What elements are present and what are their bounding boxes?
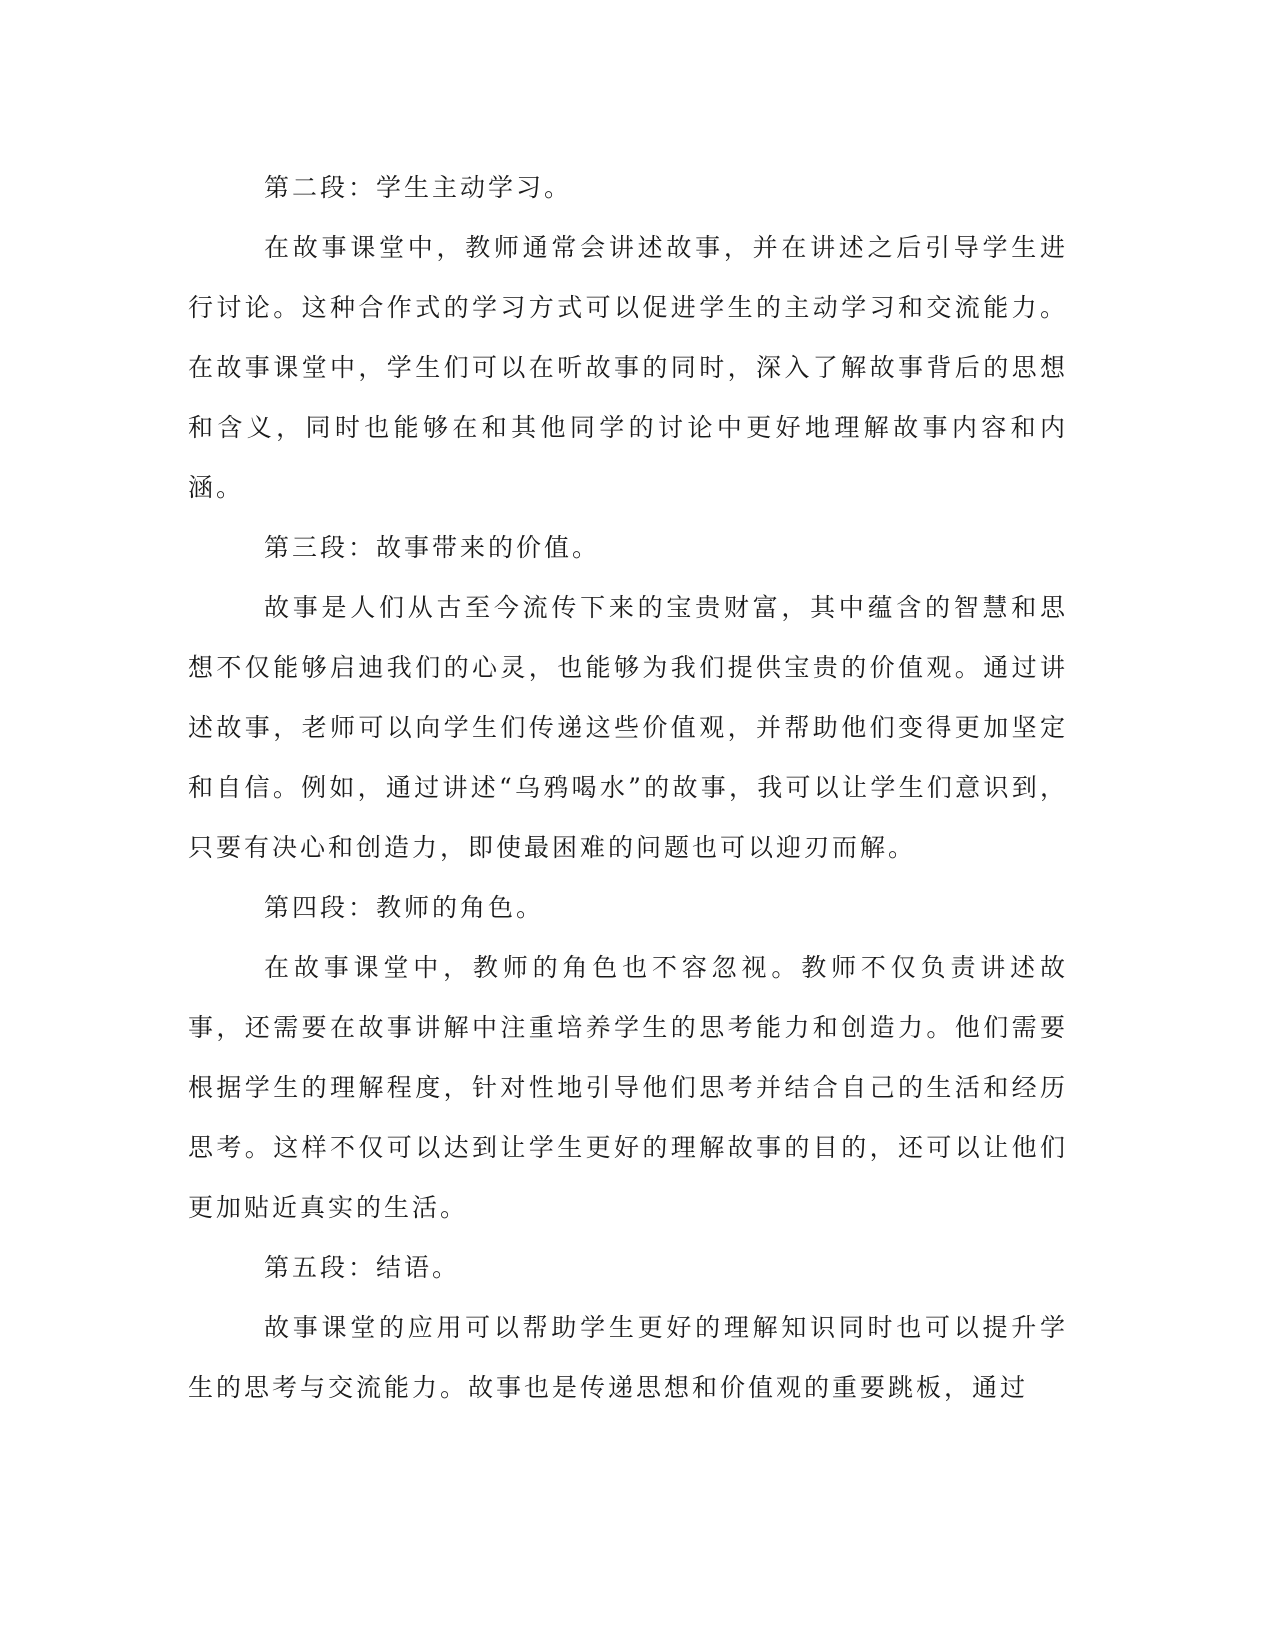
section-heading-4: 第四段：教师的角色。	[264, 893, 545, 922]
paragraph-4: 在故事课堂中，教师的角色也不容忽视。教师不仅负责讲述故事，还需要在故事讲解中注重培养学生的思考能力和创造力。他们需要根据学生的理解程度，针对性地引导他们思考并结合自己的生活和经历思考。这样不仅可以达到让学生更好的理解故事的目的，还可以让他们更加贴近真实的生活。	[188, 953, 1068, 1222]
section-heading-5: 第五段：结语。	[264, 1253, 461, 1282]
paragraph-3: 故事是人们从古至今流传下来的宝贵财富，其中蕴含的智慧和思想不仅能够启迪我们的心灵，也能够为我们提供宝贵的价值观。通过讲述故事，老师可以向学生们传递这些价值观，并帮助他们变得更加坚定和自信。例如，通过讲述“乌鸦喝水”的故事，我可以让学生们意识到，只要有决心和创造力，即使最困难的问题也可以迎刃而解。	[188, 593, 1068, 862]
paragraph-5: 故事课堂的应用可以帮助学生更好的理解知识同时也可以提升学生的思考与交流能力。故事也是传递思想和价值观的重要跳板，通过	[188, 1313, 1068, 1402]
paragraph-2: 在故事课堂中，教师通常会讲述故事，并在讲述之后引导学生进行讨论。这种合作式的学习方式可以促进学生的主动学习和交流能力。在故事课堂中，学生们可以在听故事的同时，深入了解故事背后的思想和含义，同时也能够在和其他同学的讨论中更好地理解故事内容和内涵。	[188, 233, 1068, 502]
section-heading-3: 第三段：故事带来的价值。	[264, 533, 601, 562]
document-body	[188, 158, 1068, 1418]
section-heading-2: 第二段：学生主动学习。	[264, 173, 573, 202]
